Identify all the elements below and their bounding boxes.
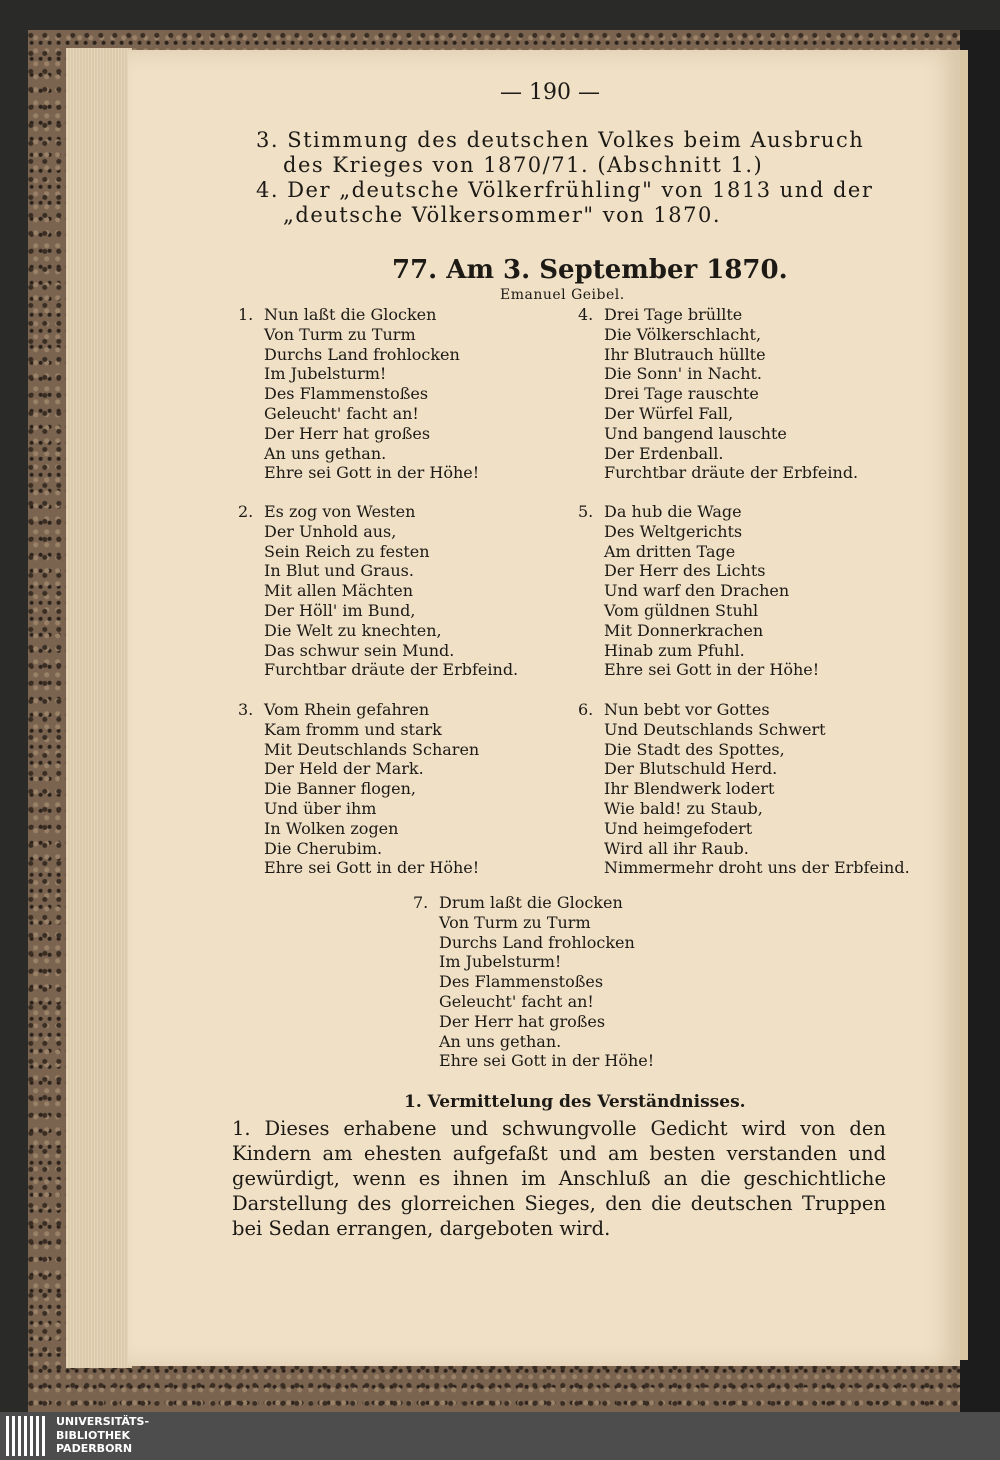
verse-line: Und warf den Drachen bbox=[604, 581, 790, 601]
stanza-number: 6. bbox=[578, 700, 594, 719]
page-edges bbox=[66, 48, 132, 1368]
verse-line: Ihr Blendwerk lodert bbox=[604, 779, 775, 799]
verse-line: Vom Rhein gefahren bbox=[264, 700, 430, 719]
verse-line: Am dritten Tage bbox=[604, 541, 736, 561]
verse-line: In Blut und Graus. bbox=[264, 561, 414, 581]
verse-line: Die Welt zu knechten, bbox=[264, 620, 442, 640]
verse-line: Das schwur sein Mund. bbox=[264, 640, 455, 660]
verse-line: Kam fromm und stark bbox=[264, 719, 442, 739]
verse-line: Der Herr hat großes bbox=[439, 1011, 606, 1031]
verse-line: Der Blutschuld Herd. bbox=[604, 759, 778, 779]
verse-line: Geleucht' facht an! bbox=[439, 991, 594, 1011]
page-number: — 190 — bbox=[500, 80, 600, 105]
verse-line: Nun laßt die Glocken bbox=[264, 305, 437, 324]
verse-line: Von Turm zu Turm bbox=[264, 324, 416, 344]
verse-line: Der Herr hat großes bbox=[264, 423, 431, 443]
verse-line: Nun bebt vor Gottes bbox=[604, 700, 770, 719]
logo-line: PADERBORN bbox=[56, 1442, 133, 1455]
verse-line: Ehre sei Gott in der Höhe! bbox=[604, 660, 820, 680]
library-logo-icon bbox=[6, 1416, 50, 1456]
verse-line: Der Erdenball. bbox=[604, 443, 724, 463]
verse-line: Vom güldnen Stuhl bbox=[604, 600, 759, 620]
stanza-number: 5. bbox=[578, 502, 594, 521]
stanza-number: 3. bbox=[238, 700, 254, 719]
book-page bbox=[128, 50, 960, 1366]
verse-line: Des Flammenstoßes bbox=[264, 384, 429, 404]
verse-line: Durchs Land frohlocken bbox=[439, 932, 635, 952]
verse-line: Nimmermehr droht uns der Erbfeind. bbox=[604, 858, 910, 878]
stanza-number: 7. bbox=[413, 893, 429, 912]
verse-line: Durchs Land frohlocken bbox=[264, 344, 460, 364]
verse-line: Und Deutschlands Schwert bbox=[604, 719, 826, 739]
verse-line: Der Held der Mark. bbox=[264, 759, 424, 779]
verse-line: Wird all ihr Raub. bbox=[604, 838, 749, 858]
verse-line: Drei Tage rauschte bbox=[604, 384, 759, 404]
verse-line: Drei Tage brüllte bbox=[604, 305, 743, 324]
verse-line: Im Jubelsturm! bbox=[439, 952, 562, 972]
section-heading: 1. Vermittelung des Verständnisses. bbox=[404, 1092, 746, 1112]
verse-line: Drum laßt die Glocken bbox=[439, 893, 623, 912]
verse-line: Mit Deutschlands Scharen bbox=[264, 739, 480, 759]
verse-line: Es zog von Westen bbox=[264, 502, 416, 521]
exercise-line: „deutsche Völkersommer" von 1870. bbox=[283, 203, 722, 227]
logo-line: UNIVERSITÄTS- bbox=[56, 1415, 150, 1428]
verse-line: Der Würfel Fall, bbox=[604, 403, 734, 423]
stanza-number: 4. bbox=[578, 305, 594, 324]
verse-line: An uns gethan. bbox=[264, 443, 387, 463]
verse-line: Ihr Blutrauch hüllte bbox=[604, 344, 766, 364]
verse-line: Ehre sei Gott in der Höhe! bbox=[264, 858, 480, 878]
verse-line: Die Sonn' in Nacht. bbox=[604, 364, 763, 384]
verse-line: Mit allen Mächten bbox=[264, 581, 414, 601]
verse-line: Der Herr des Lichts bbox=[604, 561, 766, 581]
verse-line: Und heimgefodert bbox=[604, 818, 753, 838]
exercise-line: 3. Stimmung des deutschen Volkes beim Ausbruch bbox=[256, 128, 865, 152]
verse-line: Des Weltgerichts bbox=[604, 521, 743, 541]
stanza-number: 1. bbox=[238, 305, 254, 324]
verse-line: Furchtbar dräute der Erbfeind. bbox=[264, 660, 519, 680]
verse-line: Ehre sei Gott in der Höhe! bbox=[264, 463, 480, 483]
verse-line: In Wolken zogen bbox=[264, 818, 399, 838]
verse-line: Von Turm zu Turm bbox=[439, 912, 591, 932]
verse-line: Des Flammenstoßes bbox=[439, 972, 604, 992]
exercise-line: des Krieges von 1870/71. (Abschnitt 1.) bbox=[283, 153, 764, 177]
library-footer-bar bbox=[0, 1412, 1000, 1460]
poem-title: 77. Am 3. September 1870. bbox=[392, 255, 788, 285]
verse-line: Und über ihm bbox=[264, 798, 377, 818]
stanza-number: 2. bbox=[238, 502, 254, 521]
verse-line: Sein Reich zu festen bbox=[264, 541, 430, 561]
library-logo-text bbox=[56, 1415, 149, 1456]
exercise-line: 4. Der „deutsche Völkerfrühling" von 1813 und der bbox=[256, 178, 874, 202]
verse-line: Die Stadt des Spottes, bbox=[604, 739, 785, 759]
verse-line: Die Cherubim. bbox=[264, 838, 383, 858]
section-paragraph: 1. Dieses erhabene und schwungvolle Gedicht wird von den Kindern am ehesten aufgefaßt und am besten verstanden und gewürdigt, wenn es ihnen im Anschluß an die geschichtliche Darstellung des glorreichen Sieges, den die deutschen Truppen bei Sedan errangen, dargeboten wird. bbox=[232, 1117, 886, 1240]
poem-author: Emanuel Geibel. bbox=[500, 287, 625, 303]
verse-line: Die Völkerschlacht, bbox=[604, 324, 762, 344]
verse-line: Die Banner flogen, bbox=[264, 779, 417, 799]
verse-line: Da hub die Wage bbox=[604, 502, 742, 521]
verse-line: An uns gethan. bbox=[439, 1031, 562, 1051]
verse-line: Ehre sei Gott in der Höhe! bbox=[439, 1051, 655, 1071]
verse-line: Furchtbar dräute der Erbfeind. bbox=[604, 463, 859, 483]
verse-line: Mit Donnerkrachen bbox=[604, 620, 764, 640]
verse-line: Der Unhold aus, bbox=[264, 521, 397, 541]
verse-line: Und bangend lauschte bbox=[604, 423, 787, 443]
verse-line: Geleucht' facht an! bbox=[264, 403, 419, 423]
verse-line: Der Höll' im Bund, bbox=[264, 600, 416, 620]
verse-line: Wie bald! zu Staub, bbox=[604, 798, 763, 818]
verse-line: Im Jubelsturm! bbox=[264, 364, 387, 384]
logo-line: BIBLIOTHEK bbox=[56, 1428, 131, 1442]
verse-line: Hinab zum Pfuhl. bbox=[604, 640, 745, 660]
